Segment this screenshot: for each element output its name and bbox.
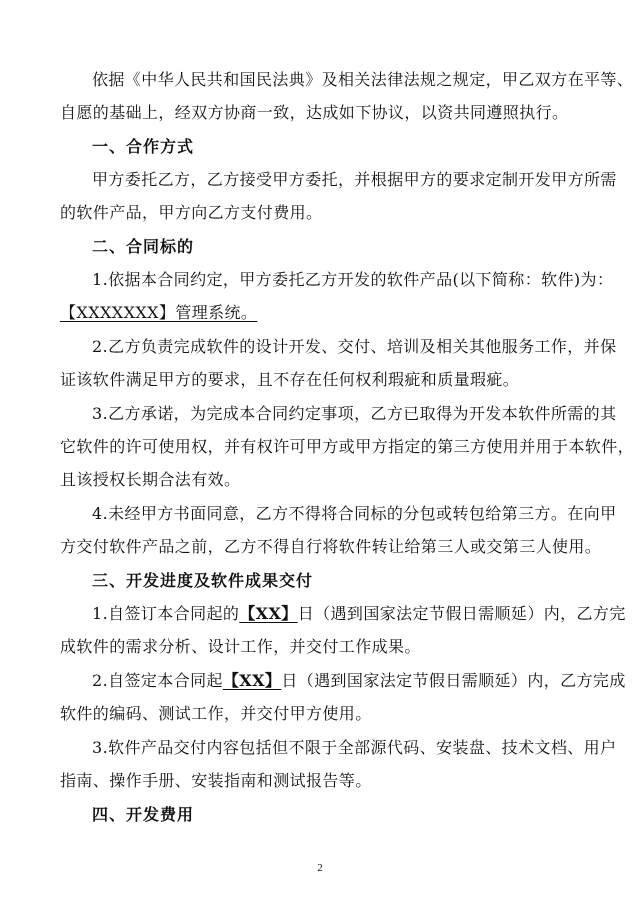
section-3-p2-pre: 2.自签定本合同起 [92,671,223,690]
section-4-heading: 四、开发费用 [92,805,195,824]
section-3-p1-post: 日（遇到国家法定节假日需顺延）内，乙方完 [297,604,626,623]
section-3-p1-line-2: 成软件的需求分析、设计工作，并交付工作成果。 [60,637,421,656]
section-1-heading: 一、合作方式 [92,137,195,156]
intro-line-1: 依据《中华人民共和国民法典》及相关法律法规之规定，甲乙双方在平等、 [92,70,634,89]
days-field-2: 【XX】 [222,671,282,690]
section-2-p4-line-1: 4.未经甲方书面同意，乙方不得将合同标的分包或转包给第三方。在向甲 [92,504,617,523]
section-3-heading: 三、开发进度及软件成果交付 [92,571,314,590]
section-2-p1-line-1: 1.依据本合同约定，甲方委托乙方开发的软件产品(以下简称：软件)为： [92,270,614,289]
intro-line-2: 自愿的基础上，经双方协商一致，达成如下协议，以资共同遵照执行。 [60,103,569,122]
section-3-p3-line-2: 指南、操作手册、安装指南和测试报告等。 [60,771,372,790]
section-3-p2-line-1 [92,671,626,691]
page-number: 2 [317,862,323,874]
section-2-p2-line-1: 2.乙方负责完成软件的设计开发、交付、培训及相关其他服务工作，并保 [92,337,617,356]
section-2-p3-line-1: 3.乙方承诺，为完成本合同约定事项，乙方已取得为开发本软件所需的其 [92,404,617,423]
section-1-p1-line-1: 甲方委托乙方，乙方接受甲方委托，并根据甲方的要求定制开发甲方所需 [92,170,617,189]
section-3-p3-line-1: 3.软件产品交付内容包括但不限于全部源代码、安装盘、技术文档、用户 [92,738,617,757]
section-2-p2-line-2: 证该软件满足甲方的要求，且不存在任何权利瑕疵和质量瑕疵。 [60,370,520,389]
section-2-p3-line-3: 且该授权长期合法有效。 [60,470,241,489]
section-3-p1-line-1 [92,604,626,624]
section-3-p1-pre: 1.自签订本合同起的 [92,604,240,623]
section-3-p2-line-2: 软件的编码、测试工作，并交付甲方使用。 [60,704,372,723]
section-2-p4-line-2: 方交付软件产品之前，乙方不得自行将软件转让给第三人或交第三人使用。 [60,537,602,556]
software-name-field: 【XXXXXXX】管理系统。 [60,303,258,322]
section-1-p1-line-2: 的软件产品，甲方向乙方支付费用。 [60,203,323,222]
section-2-heading: 二、合同标的 [92,237,195,256]
days-field-1: 【XX】 [239,604,298,623]
section-2-p3-line-2: 它软件的许可使用权，并有权许可甲方或甲方指定的第三方使用并用于本软件， [60,437,635,456]
section-3-p2-post: 日（遇到国家法定节假日需顺延）内，乙方完成 [281,671,626,690]
